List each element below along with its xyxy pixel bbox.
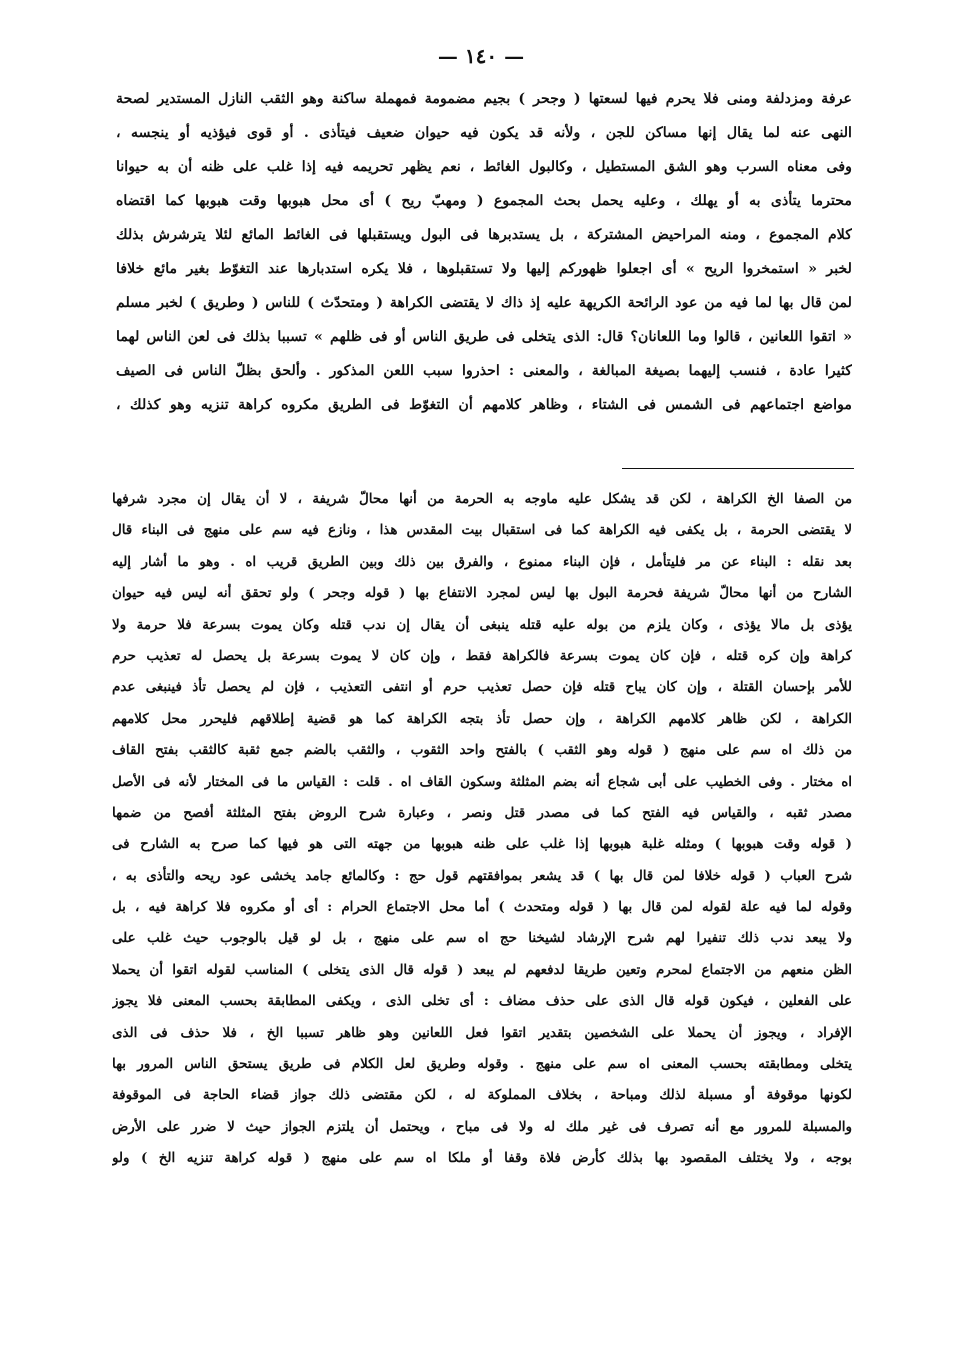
main-text-line: كلام المجموع ، ومنه المراحيض المشتركة ، بل يستدبرها فى البول ويستقبلها فى الغائط المائع لئلا يترشرش بذلك [116, 227, 852, 243]
main-text-line: كثيرا عادة ، فنسب إليهما بصيغة المبالغة ، والمعنى : احذروا سبب اللعن المذكور . وألحق بظلّ الناس فى الصيف [116, 363, 852, 379]
footnote-line: يتخلى ومطابقته بحسب المعنى اه سم على منهج . وقوله وطريق لعل الكلام فى طريق يستحق الناس المرور بها [112, 1056, 852, 1073]
footnote-line: ولا يبعد ندب ذلك تنفيرا لهم شرح الإرشاد لشيخنا حج اه سم على منهج ، بل لو قيل بالوجوب حيث غلب على [112, 930, 852, 947]
main-text-line: « اتقوا اللعانين ، قالوا وما اللعانان؟ قال: الذى يتخلى فى طريق الناس أو فى ظلهم » تسببا بذلك فى لعن الناس لهما [116, 329, 852, 345]
footnote-line: بعد نقله : البناء عن مر فليتأمل ، فإن البناء ممنوع ، والفرق بين ذلك وبين الطريق قريب اه . وهو ما أشار إليه [112, 553, 852, 570]
main-text-line: عرفة ومزدلفة ومنى فلا يحرم فيها لسعتها ( وجحر ) بجيم مضمومة فمهملة ساكنة وهو الثقب النازل المستدير لصحة [116, 91, 852, 107]
footnote-line: من الصفا الخ الكراهة ، لكن قد يشكل عليه ماوجه به الحرمة من أنها محالّ شريفة ، لا أن يقال إن مجرد شرفها [112, 491, 852, 507]
main-text-line: مواضع اجتماعهم فى الشمس فى الشتاء ، وظاهر كلامهم أن التغوّط فى الطريق مكروه كراهة تنزيه وهو كذلك ، [116, 397, 852, 413]
footnote-text-block [112, 484, 852, 1175]
footnote-line: مصدر ثقبه ، والقياس فيه الفتح كما فى مصدر قتل ونصر ، وعبارة شرح الروض بفتح المثلثة أفصح من ضمها [112, 804, 852, 821]
footnote-line: ( قوله وقت هبوبها ) ومثله غلبة هبوبها إذا غلب على ظنه هبوبها من جهته التى هو فيها كما صرح به الشارح فى [112, 836, 852, 853]
footnote-line: لكونها موقوفة أو مسبلة لذلك ومباحة ، بخلاف المملوكة له ، لكن مقتضى ذلك جواز قضاء الحاجة فى الموقوفة [112, 1087, 852, 1104]
footnote-line: الإفراد ، ويجوز أن يحملا على الشخصين بتقدير اتقوا فعل اللعانين وهو ظاهر تسببا الخ ، فلا حذف فى الذى [112, 1024, 852, 1041]
footnote-line: بوجه ، ولا يختلف المقصود بها بذلك كأرض فلاة وقفا أو ملكا اه سم على منهج ( قوله كراهة تنزيه الخ ) ولو [112, 1150, 852, 1167]
main-text-line: وفى معناه السرب وهو الشق المستطيل ، وكالبول الغائط ، نعم يظهر تحريمه فيه إذا غلب على ظنه أن به حيوانا [116, 159, 852, 175]
footnote-line: شرح العباب ( قوله خلافا لمن قال بها ) قد يشعر بموافقتهم قول حج : وكالمائع جامد يخشى عود ريحه والتأذى به ، [112, 867, 852, 884]
main-text-line: لمن قال بها لما فيه من عود الرائحة الكريهة عليه إذ ذاك لا يقتضى الكراهة ( ومتحدّث ) للناس ( وطريق ) لخبر مسلم [116, 295, 852, 311]
main-text-block [116, 82, 852, 422]
footnote-line: للأمر بإحسان القتلة ، وإن كان يباح قتله فإن حصل تعذيب حرم أو انتفى التعذيب ، فإن لم يحصل تأذ فينبغى عدم [112, 679, 852, 696]
footnote-line: كراهة وإن كره قتله ، فإن كان يموت بسرعة فالكراهة فقط ، وإن كان لا يموت بسرعة بل يحصل له تعذيب حرم [112, 647, 852, 664]
footnote-line: من ذلك اه سم على منهج ( قوله وهو الثقب ) بالفتح واحد الثقوب ، والثقب بالضم جمع ثقبة كالثقب بفتح القاف [112, 742, 852, 759]
page-number: — ١٤٠ — [437, 44, 525, 68]
footnote-line: الشارح من أنها محالّ شريفة فحرمة البول بها ليس لمجرد الانتفاع بها ( قوله وجحر ) ولو تحقق أنه ليس فيه حيوان [112, 585, 852, 602]
main-text-line: محترما يتأذى به أو يهلك ، وعليه يحمل بحث المجموع ( ومهبّ ريح ) أى محل هبوبها وقت هبوبها كما اقتضاه [116, 193, 852, 209]
main-text-line: النهى عنه لما يقال إنها مساكن للجن ، ولأنه قد يكون فيه حيوان ضعيف فيتأذى . أو قوى فيؤذيه أو ينجسه ، [116, 125, 852, 141]
footnote-line: يؤذى بل مالا يؤذى ، وكان يلزم من بوله عليه قتله ينبغى أن يقال إن ندب قتله وكان يموت بسرعة فلا حرمة ولا [112, 616, 852, 633]
footnote-line: وقوله لما فيه علة لقوله لمن قال بها ( قوله ومتحدث ) أما محل الاجتماع الحرام : أى أو مكروه فلا كراهة فيه ، بل [112, 899, 852, 916]
footnote-line: والمسبلة للمرور مع أنه تصرف فى غير ملك له ولا فى مباح ، ويحتمل أن يلتزم الجواز حيث لا ضرر على الأرض [112, 1118, 852, 1135]
footnote-divider [622, 468, 854, 469]
footnote-line: لا يقتضى الحرمة ، بل يكفى فيه الكراهة كما فى استقبال بيت المقدس هذا ، ونازع فيه سم على منهج فى البناء قال [112, 522, 852, 539]
footnote-line: اه مختار . وفى الخطيب على أبى شجاع أنه بضم المثلثة وسكون القاف اه . قلت : القياس ما فى المختار لأنه فى الأصل [112, 773, 852, 790]
main-text-line: لخبر « استمخروا الريح » أى اجعلوا ظهوركم إليها ولا تستقبلوها ، فلا يكره استدبارها عند التغوّط بغير مائع خلافا [116, 261, 852, 277]
footnote-line: الكراهة ، لكن ظاهر كلامهم الكراهة ، وإن حصل تأذ بتجه الكراهة كما هو قضية إطلاقهم فليحرر محل كلامهم [112, 710, 852, 727]
footnote-line: الظن منعهم من الاجتماع لمحرم وتعين طريقا لدفعهم لم يبعد ( قوله قال الذى يتخلى ) المناسب لقوله اتقوا أن يحملا [112, 961, 852, 978]
footnote-line: على الفعلين ، فيكون قوله قال الذى على حذف مضاف : أى تخلى الذى ، ويكفى المطابقة بحسب المعنى فلا يجوز [112, 993, 852, 1010]
